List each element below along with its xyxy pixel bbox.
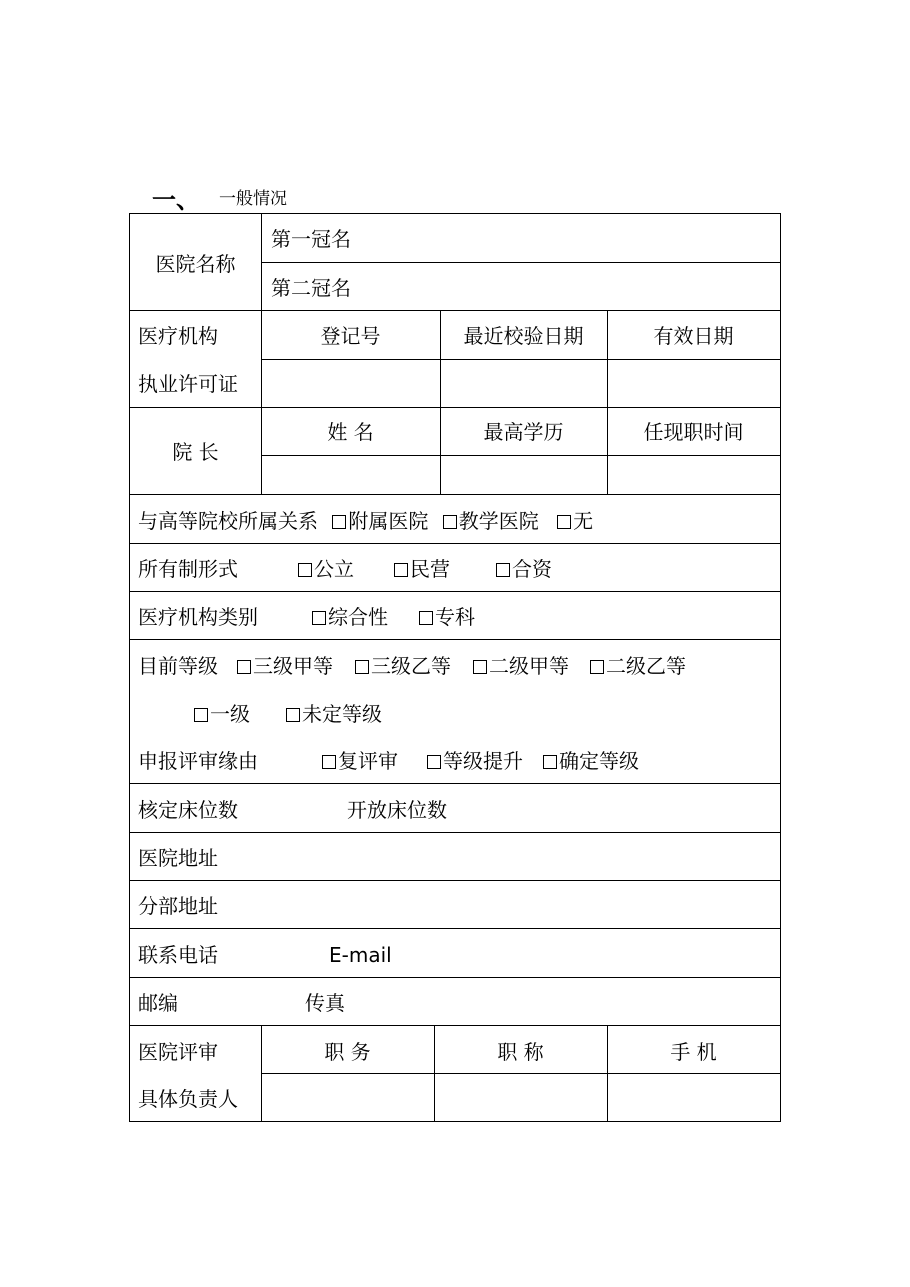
checkbox-icon[interactable]	[322, 755, 336, 769]
ownership-option-public[interactable]: 公立	[298, 557, 354, 581]
email-label: E-mail	[329, 943, 392, 967]
section-title: 一般情况	[219, 189, 287, 209]
checkbox-icon[interactable]	[473, 660, 487, 674]
ownership-option-private[interactable]: 民营	[394, 557, 450, 581]
checkbox-icon[interactable]	[590, 660, 604, 674]
grade-option-2b[interactable]: 二级乙等	[590, 654, 686, 678]
ownership-option-joint[interactable]: 合资	[496, 557, 552, 581]
rule	[130, 543, 780, 544]
rule	[130, 310, 780, 311]
category-option-general[interactable]: 综合性	[312, 605, 388, 629]
checkbox-icon[interactable]	[312, 611, 326, 625]
rule	[130, 639, 780, 640]
category-label: 医疗机构类别	[138, 605, 258, 629]
hospital-name-label: 医院名称	[155, 252, 236, 276]
license-col-last-verification: 最近校验日期	[463, 324, 584, 348]
president-tenure-input[interactable]	[608, 456, 779, 493]
checkbox-icon[interactable]	[355, 660, 369, 674]
president-col-education: 最高学历	[483, 420, 564, 444]
checkbox-icon[interactable]	[419, 611, 433, 625]
affiliation-label: 与高等院校所属关系	[138, 509, 318, 533]
license-valid-date-input[interactable]	[608, 360, 779, 406]
license-label-line2: 执业许可证	[138, 372, 238, 396]
rule	[130, 832, 780, 833]
affiliation-option-affiliated[interactable]: 附属医院	[332, 509, 428, 533]
president-label: 院 长	[172, 440, 219, 464]
hospital-address-label: 医院地址	[138, 846, 218, 870]
rule	[261, 262, 780, 263]
open-beds-label: 开放床位数	[347, 798, 447, 822]
checkbox-icon[interactable]	[237, 660, 251, 674]
zip-label: 邮编	[138, 991, 178, 1015]
approved-beds-label: 核定床位数	[138, 798, 238, 822]
grade-option-2a[interactable]: 二级甲等	[473, 654, 569, 678]
affiliation-row	[138, 509, 593, 533]
responsible-mobile-input[interactable]	[608, 1074, 779, 1120]
reason-option-upgrade[interactable]: 等级提升	[427, 749, 523, 773]
grade-option-undetermined[interactable]: 未定等级	[286, 702, 382, 726]
checkbox-icon[interactable]	[543, 755, 557, 769]
license-col-valid-date: 有效日期	[653, 324, 734, 348]
responsible-col-title: 职 称	[497, 1040, 544, 1064]
rule	[130, 783, 780, 784]
grade-option-3a[interactable]: 三级甲等	[237, 654, 333, 678]
reason-option-determine[interactable]: 确定等级	[543, 749, 639, 773]
grade-label: 目前等级	[138, 654, 218, 678]
checkbox-icon[interactable]	[298, 563, 312, 577]
hospital-second-name-label: 第二冠名	[271, 276, 351, 300]
rule	[130, 977, 780, 978]
license-last-verification-input[interactable]	[441, 360, 606, 406]
reason-label: 申报评审缘由	[138, 749, 258, 773]
rule	[130, 494, 780, 495]
grade-option-1[interactable]: 一级	[194, 702, 250, 726]
responsible-col-mobile: 手 机	[670, 1040, 717, 1064]
checkbox-icon[interactable]	[394, 563, 408, 577]
rule	[130, 591, 780, 592]
general-info-table	[129, 213, 781, 1122]
responsible-title-input[interactable]	[435, 1074, 606, 1120]
checkbox-icon[interactable]	[443, 515, 457, 529]
license-col-registration: 登记号	[320, 324, 381, 348]
president-col-tenure: 任现职时间	[643, 420, 744, 444]
rule	[130, 880, 780, 881]
responsible-col-position: 职 务	[324, 1040, 371, 1064]
hospital-first-name-label: 第一冠名	[271, 227, 351, 251]
grade-option-3b[interactable]: 三级乙等	[355, 654, 451, 678]
reason-option-rereview[interactable]: 复评审	[322, 749, 398, 773]
president-name-input[interactable]	[262, 456, 439, 493]
president-col-name: 姓 名	[327, 420, 374, 444]
branch-address-label: 分部地址	[138, 894, 218, 918]
rule	[130, 1025, 780, 1026]
phone-label: 联系电话	[138, 943, 218, 967]
checkbox-icon[interactable]	[496, 563, 510, 577]
checkbox-icon[interactable]	[427, 755, 441, 769]
category-option-specialty[interactable]: 专科	[419, 605, 475, 629]
responsible-label-line1: 医院评审	[138, 1040, 218, 1064]
president-education-input[interactable]	[441, 456, 606, 493]
rule	[130, 407, 780, 408]
checkbox-icon[interactable]	[194, 708, 208, 722]
responsible-label-line2: 具体负责人	[138, 1087, 238, 1111]
checkbox-icon[interactable]	[286, 708, 300, 722]
fax-label: 传真	[305, 991, 345, 1015]
checkbox-icon[interactable]	[557, 515, 571, 529]
affiliation-option-teaching[interactable]: 教学医院	[443, 509, 539, 533]
rule	[130, 928, 780, 929]
rule	[261, 214, 262, 494]
license-registration-input[interactable]	[262, 360, 439, 406]
license-label-line1: 医疗机构	[138, 324, 218, 348]
affiliation-option-none[interactable]: 无	[557, 509, 593, 533]
ownership-label: 所有制形式	[138, 557, 238, 581]
responsible-position-input[interactable]	[262, 1074, 433, 1120]
checkbox-icon[interactable]	[332, 515, 346, 529]
section-number: 一、	[152, 186, 200, 214]
